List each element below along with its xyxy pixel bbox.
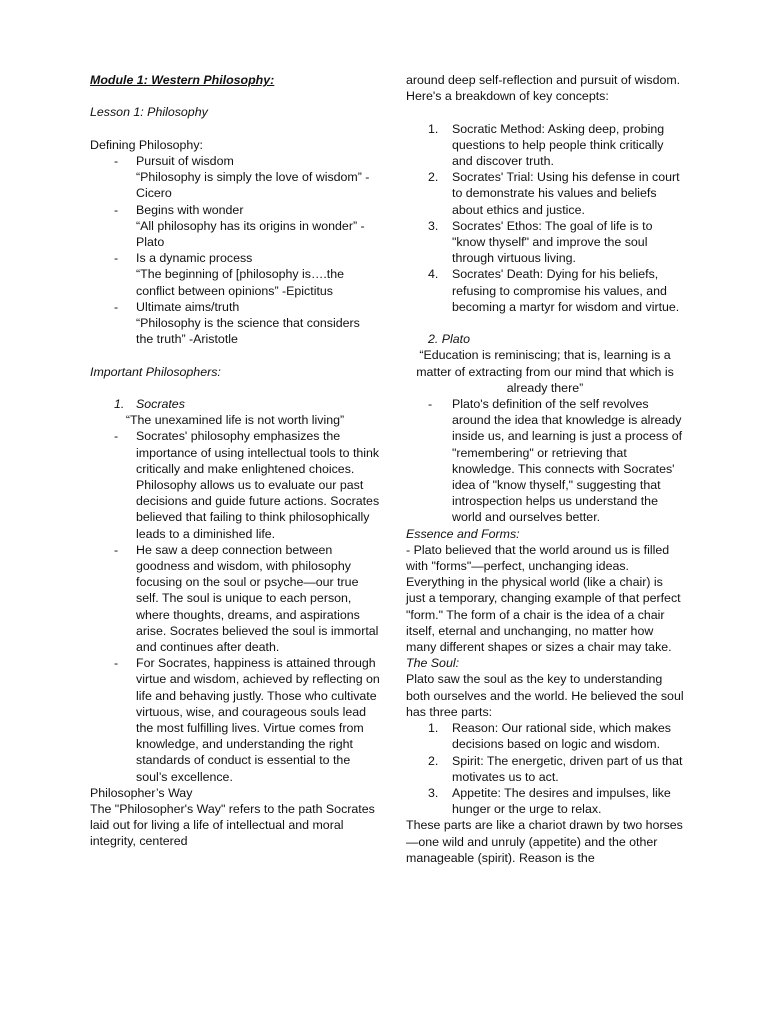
socrates-bullet: - For Socrates, happiness is attained through virtue and wisdom, achieved by reflecting on life and behaving justly. Those who cultivate virtuous, wise, and courageous souls lead the most fulfilling lives. Virtue comes from knowledge, and understanding the right standards of conduct is essential to the soul’s excellence.	[90, 655, 380, 785]
soul-heading: The Soul:	[406, 656, 460, 671]
concept-item	[406, 266, 684, 315]
chariot-text: These parts are like a chariot drawn by two horses—one wild and unruly (appetite) and the other manageable (spirit). Reason is the	[406, 818, 683, 865]
philosophers-way-heading: Philosopher’s Way	[90, 785, 193, 800]
soul-part	[406, 785, 684, 817]
left-column	[90, 72, 380, 850]
concept-text: Socratic Method: Asking deep, probing questions to help people think critically and discover truth.	[452, 121, 665, 168]
socrates-bullet: - He saw a deep connection between goodness and wisdom, with philosophy focusing on the soul or psyche—our true self. The soul is unique to each person, where thoughts, dreams, and aspirations arise. Socrates believed the soul is immortal and continues after death.	[90, 542, 380, 655]
philosophers-way-text: The "Philosopher's Way" refers to the path Socrates laid out for living a life of intellectual and moral integrity, centered	[90, 802, 375, 849]
soul-part-text: Reason: Our rational side, which makes decisions based on logic and wisdom.	[452, 721, 672, 752]
plato-bullet: - Plato's definition of the self revolves around the idea that knowledge is already inside us, and learning is just a process of "remembering" or retrieving that knowledge. This connects with Socrates' idea of "know thyself," suggesting that introspection helps us understand the world and ourselves better.	[406, 396, 684, 526]
soul-part-text: Appetite: The desires and impulses, like hunger or the urge to relax.	[452, 785, 671, 817]
module-title: Module 1: Western Philosophy:	[90, 73, 275, 87]
plato-quote: “Education is reminiscing; that is, learning is a matter of extracting from our mind that which is already there”	[416, 348, 674, 395]
soul-part	[406, 753, 684, 785]
lesson-title: Lesson 1: Philosophy	[90, 105, 208, 120]
defining-quote: “The beginning of [philosophy is….the conflict between opinions” -Epictitus	[136, 267, 345, 298]
forms-text: - Plato believed that the world around us is filled with "forms"—perfect, unchanging ideas. Everything in the physical world (like a chair) is just a temporary, changing example of that perfect "form." The form of a chair is the idea of a chair itself, eternal and unchanging, no matter how many different shapes or sizes a chair may take.	[406, 542, 681, 655]
defining-point: - Begins with wonder	[90, 202, 380, 218]
soul-part-number: 3.	[428, 785, 439, 800]
concept-number: 3.	[428, 218, 439, 233]
concept-text: Socrates' Ethos: The goal of life is to "know thyself" and improve the soul through virtuous living.	[452, 218, 653, 266]
soul-part-number: 2.	[428, 753, 439, 768]
intro-text: around deep self-reflection and pursuit of wisdom. Here's a breakdown of key concepts:	[406, 73, 681, 104]
defining-heading: Defining Philosophy:	[90, 137, 203, 152]
defining-quote: “Philosophy is the science that considers the truth” -Aristotle	[136, 316, 360, 347]
plato-heading: 2. Plato	[428, 332, 471, 347]
socrates-name: Socrates	[136, 397, 185, 411]
defining-point: - Is a dynamic process	[90, 250, 380, 266]
defining-point: - Pursuit of wisdom	[90, 153, 380, 169]
forms-heading: Essence and Forms:	[406, 526, 520, 541]
socrates-bullet: - Socrates' philosophy emphasizes the importance of using intellectual tools to think critically and make enlightened choices. Philosophy allows us to evaluate our past decisions and guide future actions. Socrates believed that failing to think philosophically leads to a diminished life.	[90, 428, 380, 541]
concept-text: Socrates' Death: Dying for his beliefs, refusing to compromise his values, and becoming a martyr for wisdom and virtue.	[452, 267, 680, 314]
soul-part-text: Spirit: The energetic, driven part of us that motivates us to act.	[452, 753, 683, 784]
concept-item	[406, 218, 684, 267]
soul-part-number: 1.	[428, 721, 439, 736]
socrates-heading	[90, 396, 380, 412]
concept-item	[406, 169, 684, 218]
socrates-quote: “The unexamined life is not worth living”	[125, 413, 345, 428]
concept-number: 2.	[428, 170, 439, 185]
soul-text: Plato saw the soul as the key to understanding both ourselves and the world. He believed the soul has three parts:	[406, 672, 684, 719]
right-column	[406, 72, 684, 866]
socrates-number: 1.	[114, 397, 125, 411]
concept-number: 4.	[428, 267, 439, 282]
concept-text: Socrates' Trial: Using his defense in court to demonstrate his values and beliefs about ethics and justice.	[452, 170, 680, 217]
defining-quote: “All philosophy has its origins in wonder” -Plato	[136, 218, 365, 249]
important-philosophers-heading: Important Philosophers:	[90, 364, 221, 379]
concept-number: 1.	[428, 121, 439, 136]
defining-quote: “Philosophy is simply the love of wisdom” -Cicero	[136, 170, 370, 201]
soul-part	[406, 720, 684, 752]
defining-point: - Ultimate aims/truth	[90, 299, 380, 315]
concept-item	[406, 121, 684, 170]
